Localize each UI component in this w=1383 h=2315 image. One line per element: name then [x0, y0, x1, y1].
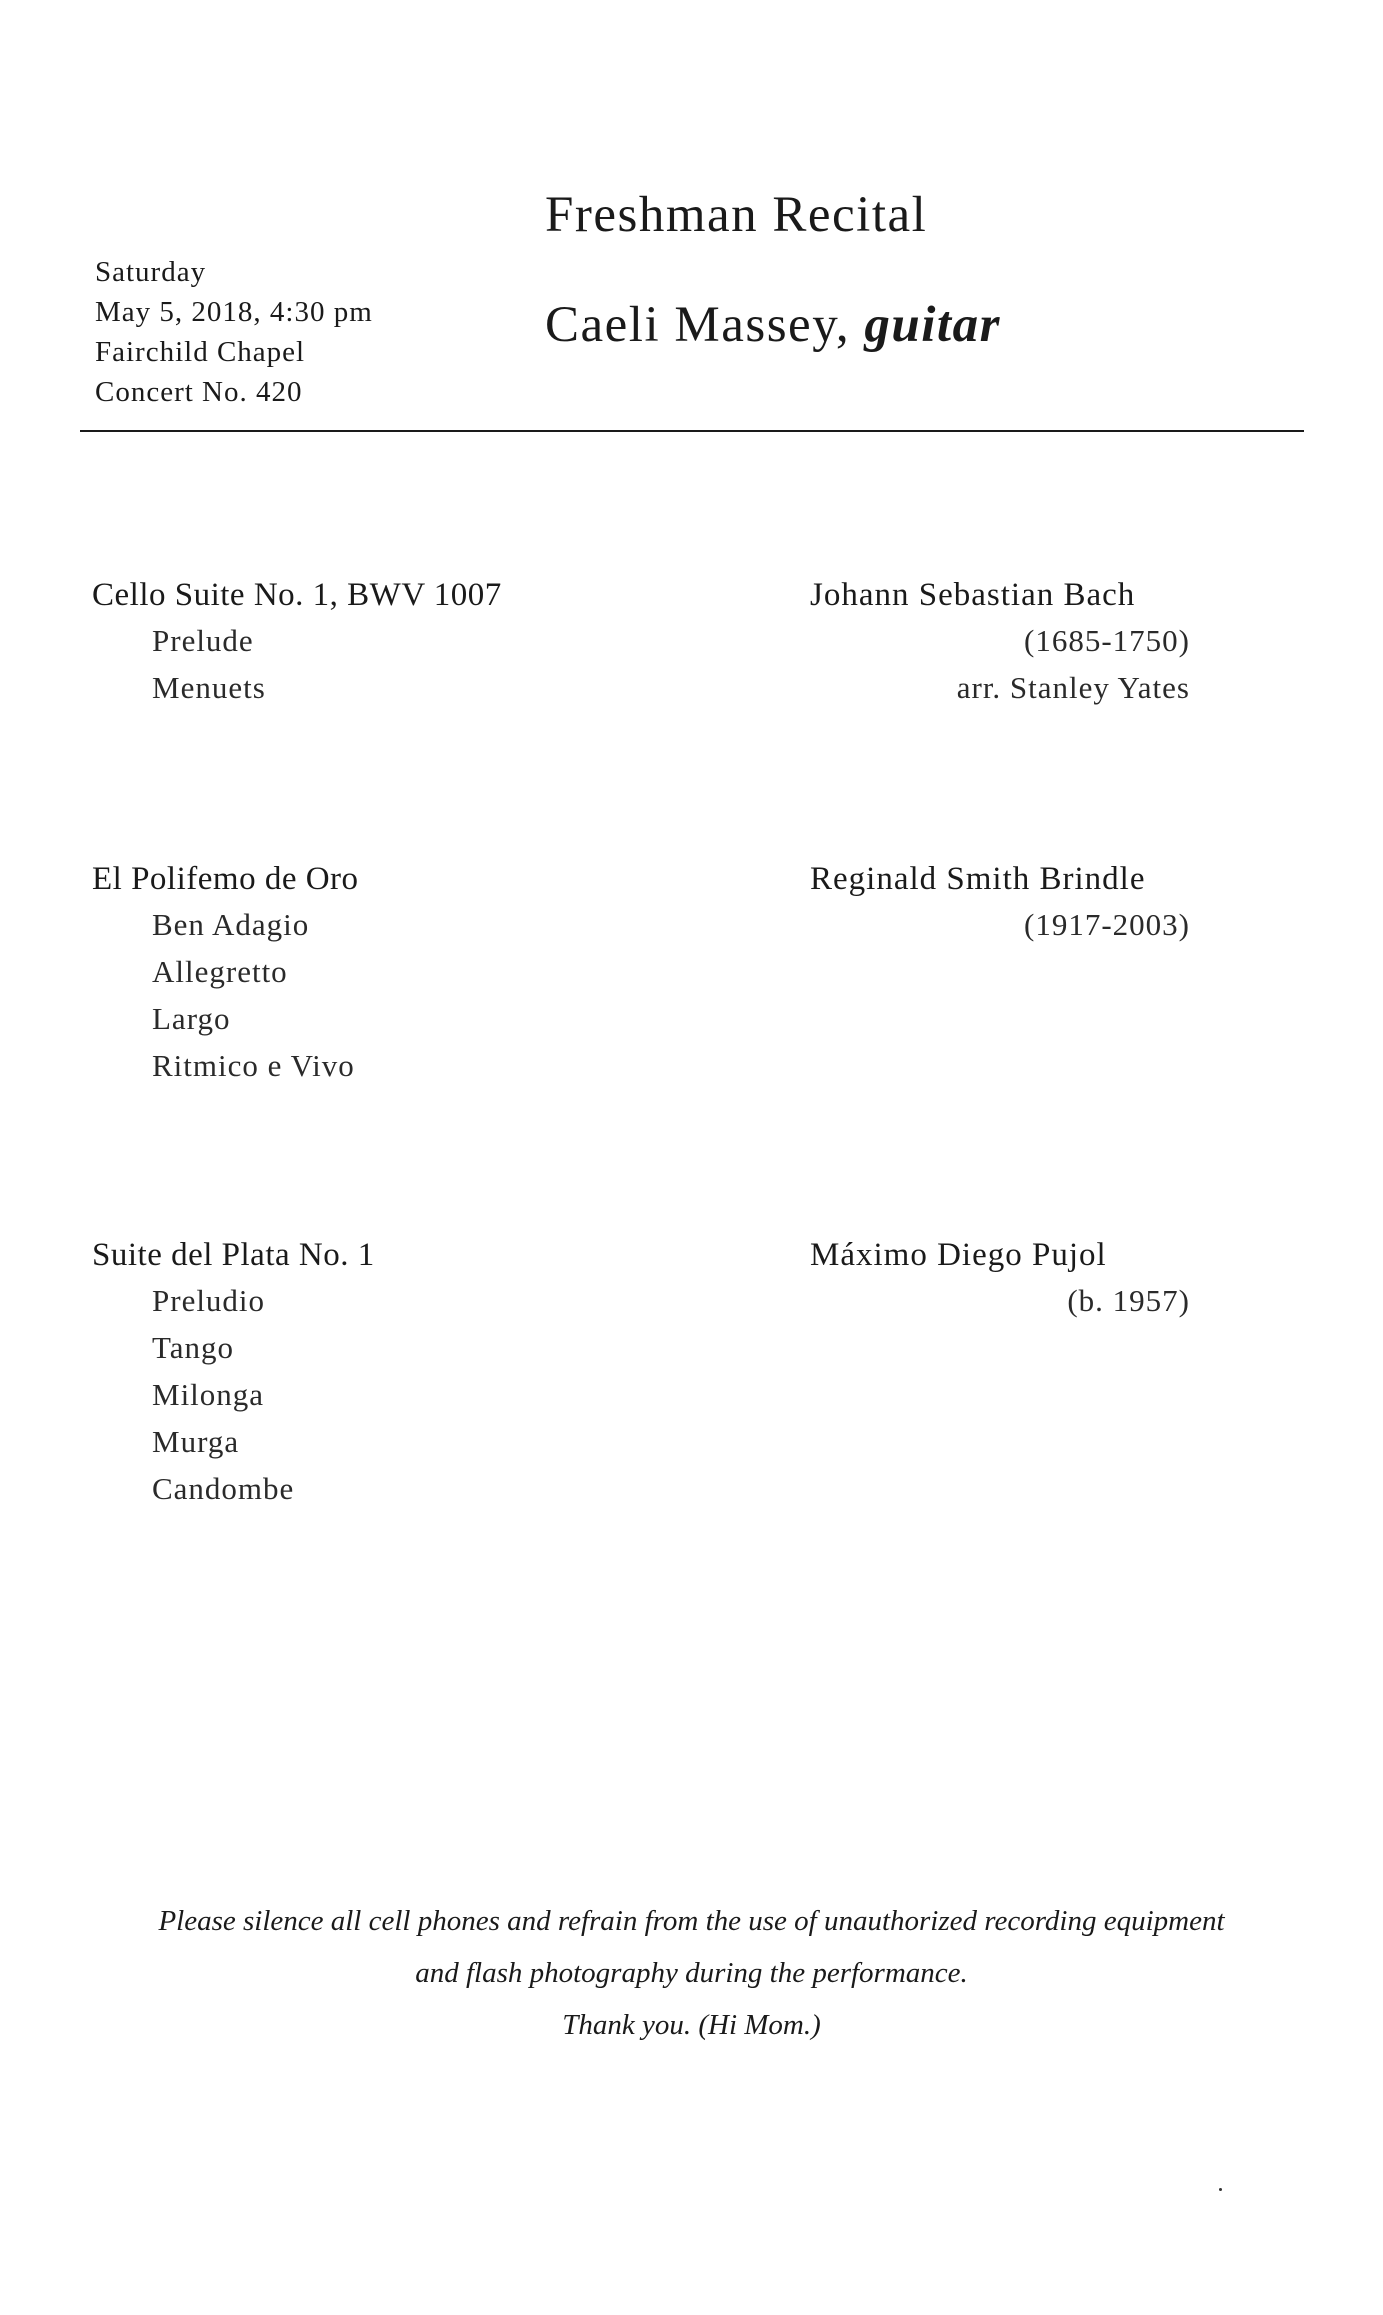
composer-dates: (b. 1957): [1067, 1283, 1190, 1318]
movement: Tango: [152, 1330, 235, 1365]
movement: Allegretto: [152, 954, 288, 989]
concert-number: Concert No. 420: [95, 376, 303, 408]
performer-instrument: guitar: [864, 297, 1001, 353]
header-divider: [80, 430, 1304, 432]
movement: Prelude: [152, 623, 254, 658]
audience-notice: [0, 1895, 1383, 2051]
work-piece: [92, 1233, 375, 1512]
movement: Largo: [152, 1001, 231, 1036]
work-piece: [92, 573, 502, 711]
notice-line-3: Thank you. (Hi Mom.): [562, 2009, 821, 2041]
movement: Milonga: [152, 1377, 265, 1412]
movement: Murga: [152, 1424, 240, 1459]
recital-title: Freshman Recital: [545, 187, 928, 243]
recital-header: [545, 185, 1001, 355]
composer-name: Reginald Smith Brindle: [810, 861, 1146, 897]
work-composer: [810, 1233, 1190, 1324]
concert-venue: Fairchild Chapel: [95, 336, 306, 368]
composer-dates: (1685-1750): [1024, 623, 1190, 658]
movement: Menuets: [152, 670, 266, 705]
concert-info: [95, 252, 373, 412]
work-title: Suite del Plata No. 1: [92, 1237, 375, 1273]
work-title: El Polifemo de Oro: [92, 861, 359, 897]
work-composer: [810, 857, 1190, 948]
work-title: Cello Suite No. 1, BWV 1007: [92, 577, 502, 613]
movement: Ben Adagio: [152, 907, 310, 942]
performer-line: [545, 295, 1001, 355]
composer-name: Máximo Diego Pujol: [810, 1237, 1107, 1273]
composer-name: Johann Sebastian Bach: [810, 577, 1136, 613]
work-composer: [810, 573, 1190, 711]
work-piece: [92, 857, 359, 1089]
concert-date-time: May 5, 2018, 4:30 pm: [95, 296, 373, 328]
movement: Preludio: [152, 1283, 266, 1318]
concert-day: Saturday: [95, 256, 207, 288]
movement: Ritmico e Vivo: [152, 1048, 355, 1083]
notice-line-2: and flash photography during the performance.: [415, 1957, 968, 1989]
movement: Candombe: [152, 1471, 295, 1506]
notice-line-1: Please silence all cell phones and refrain from the use of unauthorized recording equipment: [158, 1905, 1225, 1937]
performer-name: Caeli Massey,: [545, 297, 851, 353]
composer-arranger: arr. Stanley Yates: [956, 670, 1190, 705]
paper-speck: [1219, 2188, 1222, 2191]
composer-dates: (1917-2003): [1024, 907, 1190, 942]
